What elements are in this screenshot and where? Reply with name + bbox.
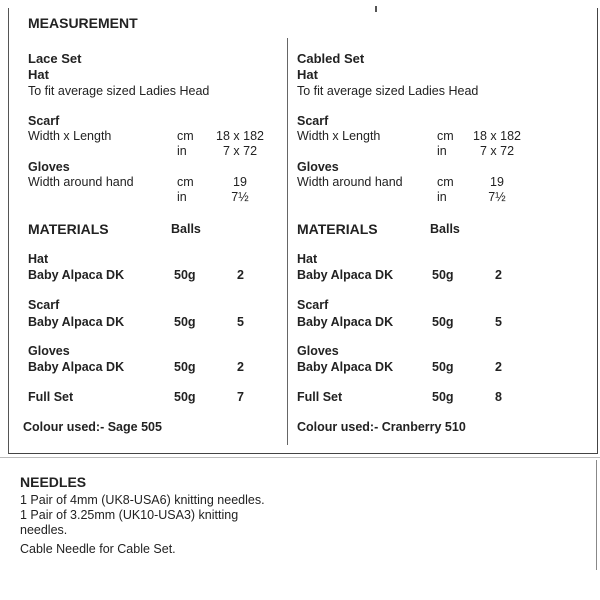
section-divider xyxy=(0,457,600,458)
needles-right-border xyxy=(596,460,597,570)
gloves-cm-unit: cm xyxy=(177,175,194,189)
gloves-label: Gloves xyxy=(28,160,70,174)
full-set-label: Full Set xyxy=(297,390,343,404)
scarf-label: Scarf xyxy=(297,114,329,128)
hat-fit: To fit average sized Ladies Head xyxy=(297,84,479,98)
material-weight: 50g xyxy=(432,315,454,329)
column-divider xyxy=(287,38,288,445)
materials-title: MATERIALS xyxy=(28,221,109,237)
full-set-weight: 50g xyxy=(432,390,454,404)
material-item: Hat xyxy=(28,252,49,266)
material-yarn: Baby Alpaca DK xyxy=(297,315,394,329)
gloves-label: Gloves xyxy=(297,160,339,174)
needles-line: 1 Pair of 4mm (UK8-USA6) knitting needles. xyxy=(20,493,265,507)
measurement-title: MEASUREMENT xyxy=(28,15,138,31)
scarf-dimension: Width x Length xyxy=(28,129,112,143)
material-weight: 50g xyxy=(174,360,196,374)
material-balls: 5 xyxy=(237,315,244,329)
material-balls: 2 xyxy=(237,360,244,374)
scarf-label: Scarf xyxy=(28,114,60,128)
hat-fit: To fit average sized Ladies Head xyxy=(28,84,210,98)
full-set-weight: 50g xyxy=(174,390,196,404)
set-title: Cabled Set xyxy=(297,51,365,66)
gloves-cm-unit: cm xyxy=(437,175,454,189)
gloves-in-value: 7½ xyxy=(488,190,506,204)
materials-title: MATERIALS xyxy=(297,221,378,237)
needles-line: 1 Pair of 3.25mm (UK10-USA3) knitting xyxy=(20,508,239,522)
material-yarn: Baby Alpaca DK xyxy=(28,268,125,282)
gloves-dimension: Width around hand xyxy=(297,175,403,189)
gloves-in-value: 7½ xyxy=(231,190,249,204)
gloves-dimension: Width around hand xyxy=(28,175,134,189)
needles-line: needles. xyxy=(20,523,68,537)
scarf-dimension: Width x Length xyxy=(297,129,381,143)
material-item: Scarf xyxy=(28,298,60,312)
needles-title: NEEDLES xyxy=(20,474,87,490)
scarf-cm-unit: cm xyxy=(177,129,194,143)
material-item: Scarf xyxy=(297,298,329,312)
material-yarn: Baby Alpaca DK xyxy=(28,360,125,374)
colour-used: Colour used:- Cranberry 510 xyxy=(297,420,466,434)
scarf-in-value: 7 x 72 xyxy=(479,144,515,158)
full-set-label: Full Set xyxy=(28,390,74,404)
hat-label: Hat xyxy=(297,67,318,82)
gloves-in-unit: in xyxy=(437,190,447,204)
material-yarn: Baby Alpaca DK xyxy=(297,268,394,282)
material-item: Gloves xyxy=(28,344,70,358)
material-item: Hat xyxy=(297,252,318,266)
gloves-in-unit: in xyxy=(177,190,187,204)
scarf-cm-unit: cm xyxy=(437,129,454,143)
needles-line: Cable Needle for Cable Set. xyxy=(20,542,176,556)
full-set-balls: 7 xyxy=(237,390,244,404)
scarf-in-unit: in xyxy=(437,144,447,158)
material-balls: 2 xyxy=(237,268,244,282)
gloves-cm-value: 19 xyxy=(233,175,247,189)
hat-label: Hat xyxy=(28,67,49,82)
material-weight: 50g xyxy=(174,315,196,329)
material-balls: 2 xyxy=(495,268,502,282)
gloves-cm-value: 19 xyxy=(490,175,504,189)
material-weight: 50g xyxy=(432,360,454,374)
colour-used: Colour used:- Sage 505 xyxy=(23,420,162,434)
material-balls: 2 xyxy=(495,360,502,374)
scan-mark xyxy=(375,6,377,12)
material-weight: 50g xyxy=(174,268,196,282)
material-item: Gloves xyxy=(297,344,339,358)
set-title: Lace Set xyxy=(28,51,82,66)
scarf-cm-value: 18 x 182 xyxy=(473,129,521,143)
material-balls: 5 xyxy=(495,315,502,329)
balls-label: Balls xyxy=(171,222,201,236)
material-yarn: Baby Alpaca DK xyxy=(297,360,394,374)
scarf-in-value: 7 x 72 xyxy=(222,144,258,158)
scarf-in-unit: in xyxy=(177,144,187,158)
full-set-balls: 8 xyxy=(495,390,502,404)
material-yarn: Baby Alpaca DK xyxy=(28,315,125,329)
balls-label: Balls xyxy=(430,222,460,236)
scarf-cm-value: 18 x 182 xyxy=(216,129,264,143)
material-weight: 50g xyxy=(432,268,454,282)
